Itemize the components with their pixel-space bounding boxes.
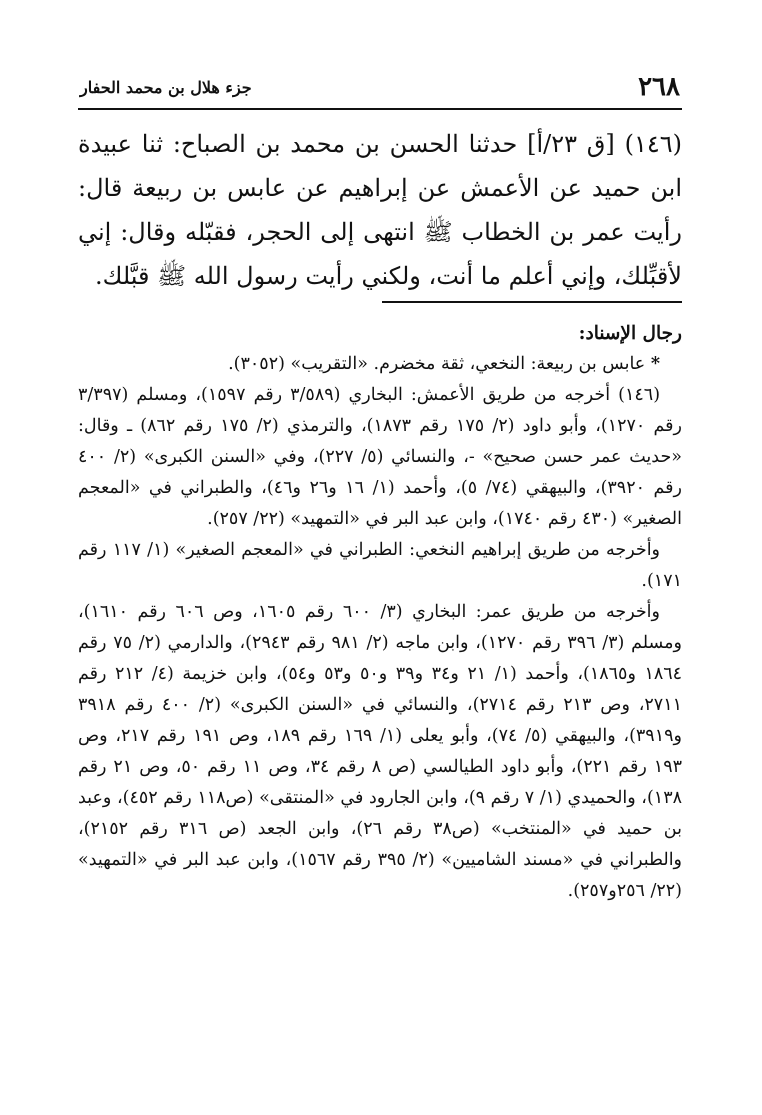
header-divider [78,108,682,110]
page-number: ٢٦٨ [638,72,680,102]
takhrij-paragraph-3: وأخرجه من طريق عمر: البخاري (٣/ ٦٠٠ رقم ١٦٠٥، وص ٦٠٦ رقم ١٦١٠)، ومسلم (٣/ ٣٩٦ رقم ١٢٧٠)، وابن ماجه (٢/ ٩٨١ رقم ٢٩٤٣)، والدارمي (٢/ ٧٥ رقم ١٨٦٤ و١٨٦٥)، وأحمد (١/ ٢١ و٣٤ و٣٩ و٥٠ و٥٣ و٥٤)، وابن خزيمة (٤/ ٢١٢ رقم ٢٧١١، وص ٢١٣ رقم ٢٧١٤)، والنسائي في «السنن الكبرى» (٢/ ٤٠٠ رقم ٣٩١٨ و٣٩١٩)، والبيهقي (٥/ ٧٤)، وأبو يعلى (١/ ١٦٩ رقم ١٨٩، وص ١٩١ رقم ٢١٧، وص ١٩٣ رقم ٢٢١)، وأبو داود الطيالسي (ص ٨ رقم ٣٤، وص ١١ رقم ٥٠، وص ٢١ رقم ١٣٨)، والحميدي (١/ ٧ رقم ٩)، وابن الجارود في «المنتقى» (ص١١٨ رقم ٤٥٢)، وعبد بن حميد في «المنتخب» (ص٣٨ رقم ٢٦)، وابن الجعد (ص ٣١٦ رقم ٢١٥٢)، والطبراني في «مسند الشاميين» (٢/ ٣٩٥ رقم ١٥٦٧)، وابن عبد البر في «التمهيد» (٢٢/ ٢٥٦و٢٥٧). [78,602,683,901]
takhrij-paragraph-1: (١٤٦) أخرجه من طريق الأعمش: البخاري (٣/٥٨٩ رقم ١٥٩٧)، ومسلم (٣/٣٩٧ رقم ١٢٧٠)، وأبو داود (٢/ ١٧٥ رقم ١٨٧٣)، والترمذي (٢/ ١٧٥ رقم ٨٦٢) ـ وقال: «حديث عمر حسن صحيح» -، والنسائي (٥/ ٢٢٧)، وفي «السنن الكبرى» (٢/ ٤٠٠ رقم ٣٩٢٠)، والبيهقي (٧٤/ ٥)، وأحمد (١/ ١٦ و٢٦ و٤٦)، والطبراني في «المعجم الصغير» (٤٣٠ رقم ١٧٤٠)، وابن عبد البر في «التمهيد» (٢٢/ ٢٥٧). [78,385,683,529]
footnote-divider [382,301,682,303]
book-title: جزء هلال بن محمد الحفار [80,78,252,97]
narrator-text: عابس بن ربيعة: النخعي، ثقة مخضرم. «التقريب» (٣٠٥٢). [228,354,646,374]
isnad-heading: رجال الإسناد: [578,323,682,344]
narrator-note [78,349,682,380]
takhrij-paragraph-2: وأخرجه من طريق إبراهيم النخعي: الطبراني في «المعجم الصغير» (١/ ١١٧ رقم ١٧١). [78,540,682,591]
narrator-bullet: * [650,354,660,374]
footnotes-block [78,318,682,907]
hadith-text-block [78,122,682,298]
hadith-text: (١٤٦) [ق ٢٣/أ] حدثنا الحسن بن محمد بن الصباح: ثنا عبيدة ابن حميد عن الأعمش عن إبراهيم عن عابس بن ربيعة قال: رأيت عمر بن الخطاب ﷺ انتهى إلى الحجر، فقبّله وقال: إني لأقبِّلك، وإني أعلم ما أنت، ولكني رأيت رسول الله ﷺ قبَّلك. [78,130,682,290]
page-header [80,72,680,102]
